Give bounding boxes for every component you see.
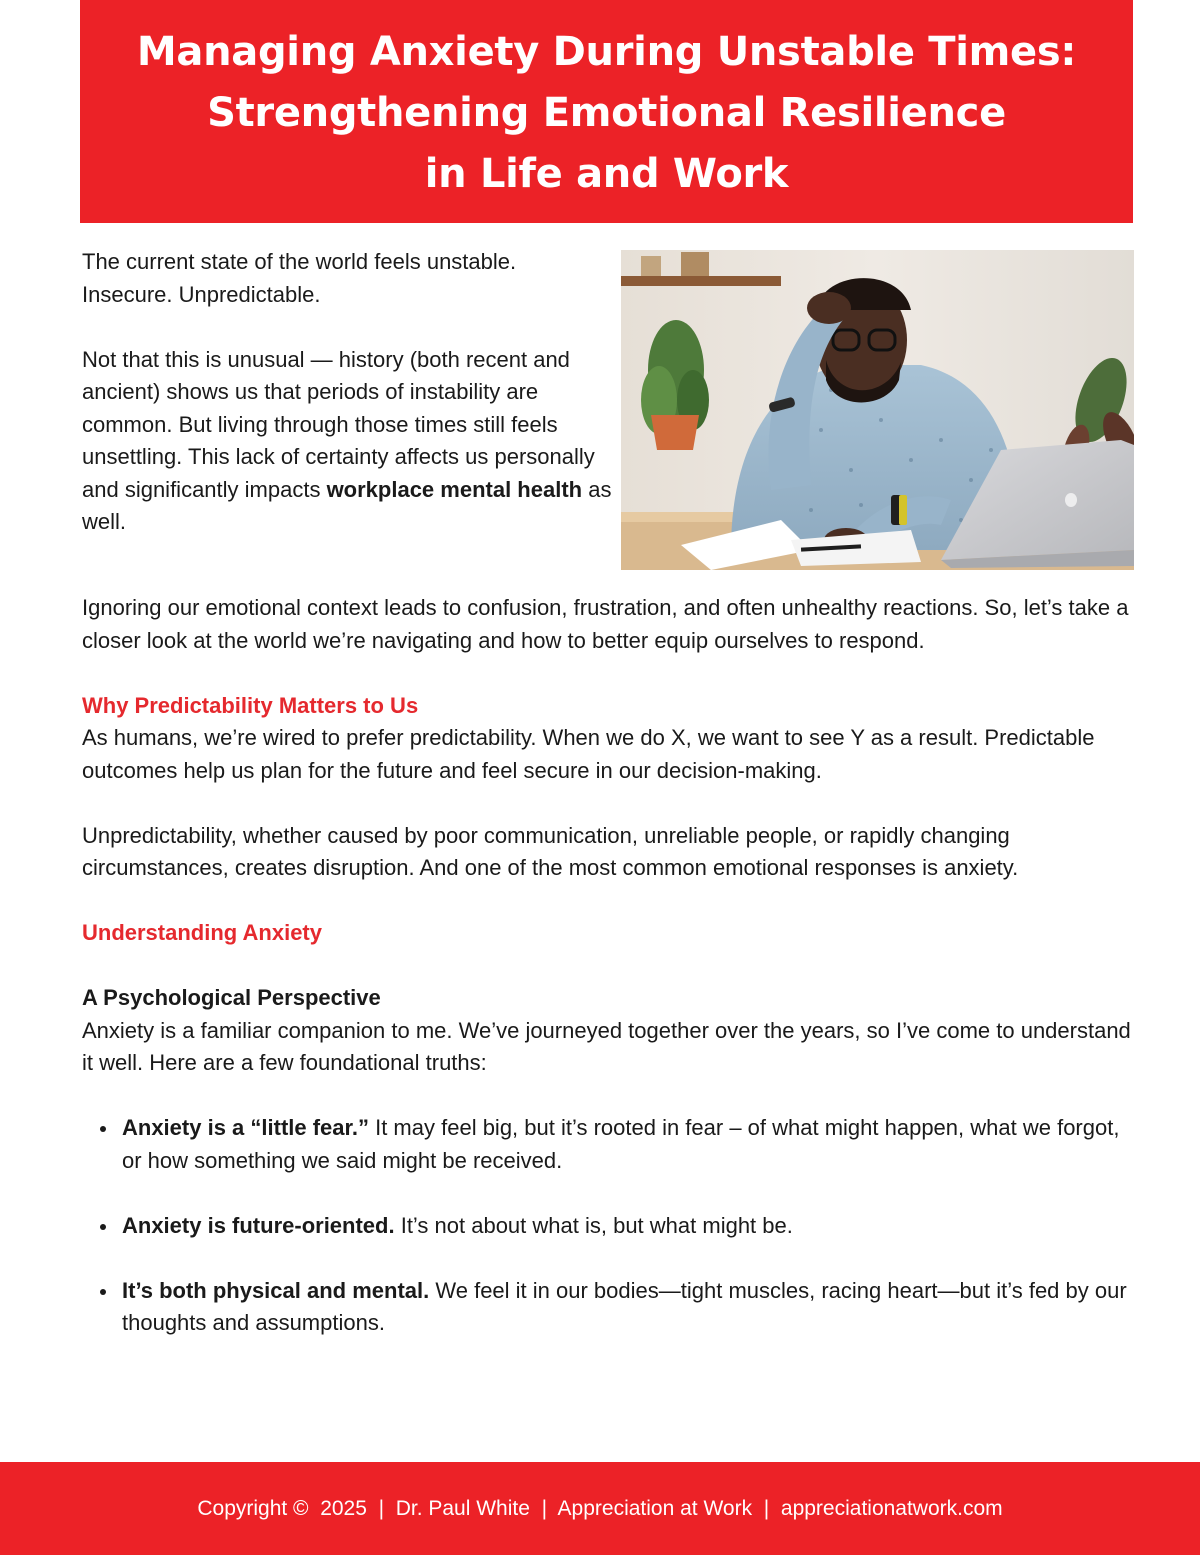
truth-3-lead: It’s both physical and mental. [122, 1277, 430, 1303]
predictability-paragraph-1: As humans, we’re wired to prefer predictability. When we do X, we want to see Y as a result. Predictable outcomes help us plan for the future and feel secure in our decision-making. [82, 725, 1095, 783]
intro-text [82, 246, 612, 570]
intro-paragraph-2-text: Not that this is unusual — history (both recent and ancient) shows us that periods of instability are common. But living through those times still feels unsettling. This lack of certainty affects us personally and significantly impacts [82, 346, 595, 502]
intro-line-1: The current state of the world feels unstable. [82, 249, 517, 274]
title-banner [80, 0, 1133, 223]
anxiety-truths-list [82, 1112, 1134, 1340]
truth-2-text: It’s not about what is, but what might be. [394, 1212, 793, 1238]
truth-3-text: We feel it in our bodies—tight muscles, racing heart—but it’s fed by our thoughts and assumptions. [122, 1277, 1127, 1335]
intro-section [82, 246, 1134, 570]
workplace-mental-health-emphasis: workplace mental health [326, 476, 583, 502]
truth-1-text: It may feel big, but it’s rooted in fear – of what might happen, what we forgot, or how something we said might be received. [122, 1115, 1120, 1173]
title-line-3: in Life and Work [424, 151, 789, 197]
list-item [122, 1210, 1134, 1243]
intro-line-2: Insecure. Unpredictable. [82, 281, 321, 307]
truth-1-lead: Anxiety is a “little fear.” [122, 1115, 369, 1140]
intro-paragraph-2 [82, 344, 612, 539]
photo-illustration [621, 250, 1134, 570]
article-body [82, 246, 1134, 1340]
stressed-man-photo [621, 250, 1134, 570]
predictability-heading: Why Predictability Matters to Us [82, 692, 419, 718]
intro-paragraph-1 [82, 246, 612, 311]
truth-2-lead: Anxiety is future-oriented. [122, 1212, 395, 1238]
context-paragraph: Ignoring our emotional context leads to confusion, frustration, and often unhealthy reactions. So, let’s take a closer look at the world we’re navigating and how to better equip ourselves to respond. [82, 595, 1129, 653]
understanding-anxiety-heading: Understanding Anxiety [82, 920, 322, 945]
copyright-footer [0, 1462, 1200, 1555]
psychological-perspective-subheading: A Psychological Perspective [82, 985, 381, 1010]
intro-paragraph-2-end: as well. [82, 476, 612, 534]
list-item [122, 1112, 1134, 1177]
footer-text: Copyright © 2025 | Dr. Paul White | Appreciation at Work | appreciationatwork.com [197, 1496, 1003, 1520]
title-line-1: Managing Anxiety During Unstable Times: [136, 29, 1077, 75]
anxiety-intro-paragraph: Anxiety is a familiar companion to me. We’ve journeyed together over the years, so I’ve come to understand it well. Here are a few foundational truths: [82, 1017, 1131, 1075]
predictability-paragraph-2: Unpredictability, whether caused by poor communication, unreliable people, or rapidly changing circumstances, creates disruption. And one of the most common emotional responses is anxiety. [82, 822, 1019, 880]
list-item [122, 1275, 1134, 1340]
title-line-2: Strengthening Emotional Resilience [207, 90, 1006, 136]
